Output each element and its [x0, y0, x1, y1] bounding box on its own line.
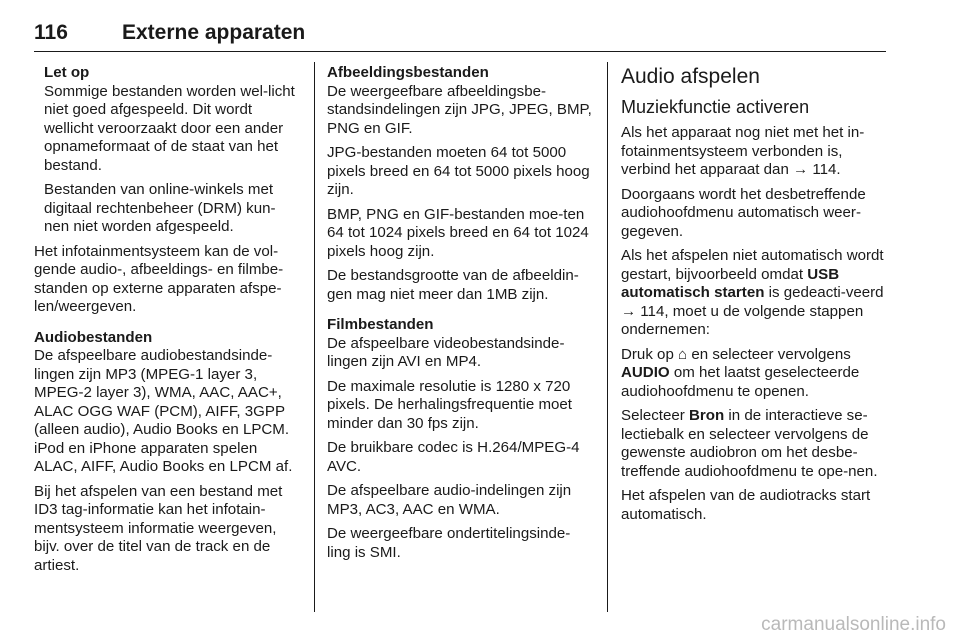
- watermark: carmanualsonline.info: [761, 614, 946, 635]
- text-run: in de interactieve se-lectiebalk en selecteer vervolgens de gewenste audiobron om het desbe-treffende audiohoofdmenu te ope-nen.: [621, 407, 878, 480]
- paragraph: De weergeefbare afbeeldingsbe-standsindelingen zijn JPG, JPEG, BMP, PNG en GIF.: [327, 82, 592, 137]
- note-paragraph: Bestanden van online-winkels met digitaal rechtenbeheer (DRM) kun-nen niet worden afgespeeld.: [44, 181, 276, 235]
- chapter-title: Externe apparaten: [122, 21, 306, 44]
- column-divider-2: [607, 62, 608, 612]
- text-run: is gedeacti-veerd → 114, moet u de volgende stappen ondernemen:: [621, 284, 884, 338]
- page-header: [34, 21, 886, 51]
- column-2: [327, 64, 593, 568]
- menu-option-label: AUDIO: [621, 364, 670, 381]
- menu-option-label: Bron: [688, 407, 725, 424]
- column-3: [621, 64, 887, 530]
- paragraph: De weergeefbare ondertitelingsinde-ling is SMI.: [327, 525, 571, 561]
- paragraph: De bestandsgrootte van de afbeeldin-gen mag niet meer dan 1MB zijn.: [327, 267, 579, 303]
- paragraph: [621, 407, 887, 481]
- paragraph: De afspeelbare videobestandsinde-lingen zijn AVI en MP4.: [327, 334, 565, 370]
- page-number: 116: [34, 21, 68, 44]
- paragraph: De afspeelbare audiobestandsinde-lingen zijn MP3 (MPEG-1 layer 3, MPEG-2 layer 3), WMA, AAC, AAC+, ALAC OGG WAF (PCM), AIFF, 3GPP (alleen audio), Audio Books en LPCM. iPod en iPhone apparaten spelen ALAC, AIFF, Audio Books en LPCM af.: [34, 347, 293, 475]
- paragraph: De maximale resolutie is 1280 x 720 pixels. De herhalingsfrequentie moet minder dan 30 fps zijn.: [327, 377, 572, 432]
- text-run: Druk op ⌂ en selecteer vervolgens: [621, 345, 851, 363]
- paragraph: BMP, PNG en GIF-bestanden moe-ten 64 tot 1024 pixels breed en 64 tot 1024 pixels hoog zijn.: [327, 205, 589, 260]
- subsection-title: Muziekfunctie activeren: [621, 97, 810, 117]
- paragraph: De bruikbare codec is H.264/MPEG-4 AVC.: [327, 439, 580, 475]
- paragraph: De afspeelbare audio-indelingen zijn MP3, AC3, AAC en WMA.: [327, 482, 572, 518]
- paragraph: Bij het afspelen van een bestand met ID3 tag-informatie kan het infotain-mentsysteem informatie weergeven, bijv. over de titel van de track en de artiest.: [34, 482, 283, 574]
- text-run: om het laatst geselecteerde audiohoofdmenu te openen.: [621, 364, 860, 400]
- paragraph: Het infotainmentsysteem kan de vol-gende audio-, afbeeldings- en filmbe-standen op externe apparaten afspe-len/weergeven.: [34, 242, 284, 315]
- section-heading: Audiobestanden: [34, 328, 153, 346]
- text-run: Selecteer: [621, 407, 689, 424]
- section-heading: Filmbestanden: [327, 316, 434, 333]
- paragraph: Als het apparaat nog niet met het in-fotainmentsysteem verbonden is, verbind het apparaat dan → 114.: [621, 124, 865, 178]
- column-1: [34, 64, 300, 581]
- paragraph: JPG-bestanden moeten 64 tot 5000 pixels breed en 64 tot 5000 pixels hoog zijn.: [327, 144, 590, 198]
- menu-option-label: USB automatisch starten: [621, 265, 840, 301]
- paragraph: Doorgaans wordt het desbetreffende audiohoofdmenu automatisch weer-gegeven.: [621, 185, 866, 240]
- paragraph: [621, 247, 887, 340]
- section-title: Audio afspelen: [621, 65, 760, 88]
- section-heading: Afbeeldingsbestanden: [327, 64, 489, 81]
- column-divider-1: [314, 62, 315, 612]
- note-block: [44, 64, 300, 237]
- paragraph: [621, 346, 887, 402]
- paragraph: Het afspelen van de audiotracks start automatisch.: [621, 487, 871, 523]
- header-rule: [34, 51, 886, 52]
- text-run: Als het afspelen niet automatisch wordt gestart, bijvoorbeeld omdat: [621, 247, 884, 283]
- note-title: Let op: [44, 64, 90, 81]
- note-paragraph: Sommige bestanden worden wel-licht niet goed afgespeeld. Dit wordt wellicht veroorzaakt door een ander opnameformaat of de staat van het bestand.: [44, 82, 295, 174]
